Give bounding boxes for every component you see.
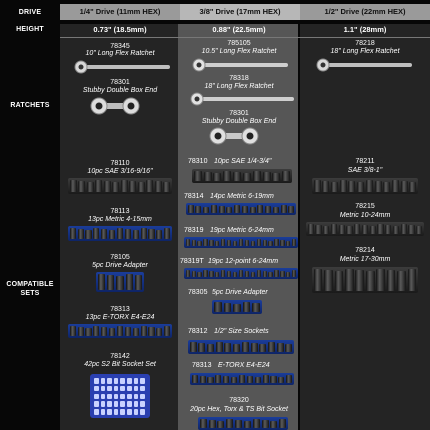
socket-icon [288, 206, 294, 213]
set-name: 5pc Drive Adapter [92, 262, 148, 269]
socket-icon [214, 302, 222, 312]
socket-icon [223, 171, 231, 181]
socket-icon [385, 225, 391, 234]
socket-icon [243, 302, 251, 312]
socket-icon [315, 225, 321, 234]
socket-icon [95, 180, 102, 192]
set-name: 10pc SAE 1/4-3/4" [214, 158, 272, 165]
socket-icon [125, 327, 131, 336]
socket-icon [272, 173, 280, 181]
height-value-three-eighths: 0.88" (22.5mm) [212, 25, 266, 34]
socket-icon [146, 180, 153, 192]
socket-icon [227, 240, 231, 246]
socket-icon [416, 226, 422, 234]
set-name: E-TORX E4-E24 [218, 362, 270, 369]
socket-rail [184, 268, 298, 279]
socket-icon [308, 224, 314, 234]
socket-icon [277, 343, 284, 352]
bit-socket-icon [134, 401, 139, 407]
set-name: 13pc Metric 4-15mm [88, 216, 152, 223]
socket-icon [322, 181, 329, 192]
long-flex-ratchet-icon [188, 92, 296, 106]
bit-socket-icon [101, 409, 106, 415]
set-number: 78110 [110, 160, 130, 167]
socket-icon [280, 271, 284, 277]
socket-icon [186, 239, 190, 246]
bit-socket-icon [127, 386, 132, 392]
socket-icon [286, 375, 292, 383]
bit-socket-icon [120, 394, 125, 400]
socket-icon [259, 344, 266, 352]
socket-icon [192, 375, 198, 383]
socket-icon [265, 206, 271, 213]
set-name: 42pc S2 Bit Socket Set [84, 361, 156, 368]
set-number: 78319T [180, 258, 204, 265]
socket-icon [133, 328, 139, 336]
socket-icon [235, 420, 242, 428]
socket-rail [190, 373, 294, 385]
socket-rail [188, 340, 294, 354]
socket-icon [408, 225, 414, 234]
ratchet-number: 785105 [227, 40, 251, 47]
socket-icon [224, 303, 232, 312]
set-name: 1/2" Size Sockets [214, 328, 269, 335]
socket-icon [251, 272, 255, 277]
set-number: 78310 [188, 158, 208, 165]
ratchet-number: 78301 [229, 110, 249, 117]
socket-icon [197, 241, 201, 246]
set-number: 78305 [188, 289, 208, 296]
bit-socket-icon [94, 386, 99, 392]
bit-socket-icon [140, 378, 145, 384]
socket-icon [85, 328, 91, 336]
set-number: 78215 [355, 203, 375, 210]
socket-icon [242, 342, 249, 352]
socket-icon [263, 375, 269, 383]
socket-icon [107, 275, 114, 290]
socket-icon [355, 270, 364, 291]
socket-icon [98, 274, 105, 290]
socket-icon [226, 419, 233, 428]
socket-icon [376, 269, 385, 291]
socket-icon [213, 173, 221, 181]
socket-icon [387, 270, 396, 291]
socket-rail [68, 226, 172, 241]
socket-icon [377, 224, 383, 234]
socket-icon [117, 228, 123, 239]
socket-icon [190, 342, 197, 352]
ratchet-number: 78318 [229, 75, 249, 82]
socket-icon [270, 376, 276, 383]
socket-icon [250, 207, 256, 213]
set-name: 20pc Hex, Torx & TS Bit Socket [190, 406, 288, 413]
socket-rail [68, 178, 172, 194]
socket-icon [135, 275, 142, 290]
socket-icon [274, 270, 278, 277]
socket-icon [253, 419, 260, 428]
height-value-half: 1.1" (28mm) [343, 25, 387, 34]
socket-icon [70, 180, 77, 192]
socket-icon [292, 239, 296, 246]
long-flex-ratchet-icon [314, 58, 414, 72]
bit-socket-icon [114, 378, 119, 384]
socket-icon [366, 180, 373, 192]
socket-rail [184, 237, 298, 248]
socket-icon [348, 181, 355, 192]
socket-icon [221, 270, 225, 277]
socket-icon [129, 181, 136, 192]
bit-socket-icon [120, 386, 125, 392]
socket-icon [215, 272, 219, 277]
socket-icon [231, 377, 237, 383]
bit-socket-icon [101, 394, 106, 400]
set-number: 78313 [110, 306, 130, 313]
socket-icon [392, 180, 399, 192]
socket-icon [268, 272, 272, 277]
socket-icon [345, 269, 354, 291]
socket-icon [200, 419, 207, 428]
socket-rail [306, 222, 424, 236]
socket-icon [331, 224, 337, 234]
socket-icon [186, 270, 190, 277]
socket-icon [263, 240, 267, 246]
socket-icon [148, 327, 154, 336]
ratchet-name: 18" Long Flex Ratchet [204, 83, 274, 90]
stubby-double-box-end-icon [209, 127, 259, 145]
socket-icon [78, 181, 85, 192]
socket-icon [126, 274, 133, 290]
socket-rail [312, 178, 418, 194]
socket-icon [242, 206, 248, 213]
socket-icon [273, 207, 279, 213]
socket-icon [188, 205, 194, 213]
bit-socket-icon [107, 378, 112, 384]
compatible-sets-row-label: COMPATIBLE SETS [6, 281, 54, 297]
socket-icon [70, 228, 76, 239]
socket-icon [409, 182, 416, 192]
socket-icon [286, 241, 290, 246]
socket-icon [216, 342, 223, 352]
socket-icon [93, 326, 99, 336]
ratchets-row-label: RATCHETS [10, 102, 50, 109]
socket-icon [156, 230, 162, 239]
bit-socket-icon [101, 378, 106, 384]
bit-socket-icon [140, 409, 145, 415]
socket-icon [209, 420, 216, 428]
socket-icon [203, 239, 207, 246]
socket-icon [239, 239, 243, 246]
socket-icon [192, 240, 196, 246]
socket-icon [245, 271, 249, 277]
socket-icon [252, 303, 260, 312]
socket-icon [408, 269, 417, 291]
socket-rail [96, 272, 144, 292]
socket-icon [194, 171, 202, 181]
set-name: SAE 3/8-1" [347, 167, 383, 174]
socket-icon [215, 375, 221, 383]
socket-icon [78, 229, 84, 239]
bit-socket-icon [114, 409, 119, 415]
set-number: 78314 [184, 193, 204, 200]
socket-icon [370, 226, 376, 234]
bit-socket-icon [107, 386, 112, 392]
socket-icon [331, 182, 338, 192]
long-flex-ratchet-icon [190, 58, 290, 72]
socket-icon [211, 205, 217, 213]
socket-rail [312, 267, 418, 293]
set-name: Metric 10-24mm [339, 212, 391, 219]
bit-socket-icon [140, 386, 145, 392]
set-number: 78319 [184, 227, 204, 234]
bit-socket-icon [127, 409, 132, 415]
socket-icon [401, 181, 408, 192]
socket-icon [198, 343, 205, 352]
socket-icon [243, 173, 251, 181]
socket-icon [282, 171, 290, 181]
bit-socket-icon [134, 378, 139, 384]
socket-icon [401, 224, 407, 234]
socket-icon [257, 270, 261, 277]
long-flex-ratchet-icon [72, 60, 172, 74]
bit-socket-icon [140, 394, 145, 400]
set-number: 78312 [188, 328, 208, 335]
socket-icon [219, 206, 225, 213]
socket-icon [85, 230, 91, 239]
set-name: 19pc Metric 6-24mm [210, 227, 274, 234]
bit-socket-icon [114, 401, 119, 407]
bit-socket-icon [120, 378, 125, 384]
socket-icon [393, 226, 399, 234]
drive-header-three-eighths: 3/8" Drive (17mm HEX) [180, 4, 300, 20]
socket-icon [255, 377, 261, 383]
socket-icon [340, 180, 347, 192]
socket-icon [226, 207, 232, 213]
socket-icon [195, 206, 201, 213]
socket-icon [268, 241, 272, 246]
set-number: 78320 [229, 397, 249, 404]
bit-socket-icon [94, 394, 99, 400]
drive-header-half: 1/2" Drive (22mm HEX) [300, 4, 430, 20]
socket-icon [233, 344, 240, 352]
set-name: 19pc 12-point 6-24mm [208, 258, 279, 265]
bit-socket-icon [140, 401, 145, 407]
socket-icon [104, 181, 111, 192]
socket-icon [217, 421, 224, 428]
set-number: 78211 [355, 158, 375, 165]
socket-icon [141, 326, 147, 336]
socket-icon [116, 276, 123, 290]
socket-icon [314, 180, 321, 192]
ratchet-name: 10" Long Flex Ratchet [85, 50, 155, 57]
socket-icon [280, 240, 284, 246]
bit-socket-icon [107, 401, 112, 407]
set-number: 78313 [192, 362, 212, 369]
socket-icon [148, 229, 154, 239]
socket-icon [285, 344, 292, 352]
socket-icon [323, 226, 329, 234]
socket-icon [223, 376, 229, 383]
socket-icon [233, 272, 237, 277]
socket-icon [324, 270, 333, 291]
height-value-quarter: 0.73" (18.5mm) [93, 25, 147, 34]
socket-icon [101, 229, 107, 239]
ratchet-name: 18" Long Flex Ratchet [330, 48, 400, 55]
socket-icon [141, 228, 147, 239]
bit-socket-icon [114, 386, 119, 392]
socket-icon [163, 182, 170, 192]
ratchet-number: 78218 [355, 40, 375, 47]
socket-icon [112, 182, 119, 192]
socket-icon [251, 241, 255, 246]
socket-icon [346, 226, 352, 234]
ratchet-name: Stubby Double Box End [82, 87, 158, 94]
header-divider [60, 37, 430, 38]
bit-socket-icon [134, 386, 139, 392]
socket-icon [362, 225, 368, 234]
bit-socket-icon [94, 409, 99, 415]
socket-icon [279, 419, 286, 428]
socket-icon [233, 172, 241, 181]
socket-icon [281, 205, 287, 213]
socket-rail [192, 169, 292, 183]
socket-icon [263, 271, 267, 277]
bit-socket-icon [94, 378, 99, 384]
socket-icon [262, 420, 269, 428]
socket-icon [209, 240, 213, 246]
socket-icon [270, 421, 277, 428]
socket-icon [121, 180, 128, 192]
bit-socket-icon [120, 401, 125, 407]
socket-icon [233, 304, 241, 312]
socket-rail [68, 324, 172, 338]
socket-icon [221, 239, 225, 246]
socket-icon [375, 181, 382, 192]
set-name: 13pc E-TORX E4-E24 [85, 314, 155, 321]
socket-icon [156, 328, 162, 336]
bit-socket-icon [127, 394, 132, 400]
socket-icon [70, 326, 76, 336]
socket-icon [268, 342, 275, 352]
socket-icon [101, 327, 107, 336]
bit-socket-icon [101, 401, 106, 407]
socket-icon [207, 377, 213, 383]
bit-socket-icon [134, 394, 139, 400]
socket-icon [209, 271, 213, 277]
socket-icon [357, 182, 364, 192]
socket-icon [245, 240, 249, 246]
socket-icon [239, 375, 245, 383]
socket-icon [155, 181, 162, 192]
socket-icon [354, 224, 360, 234]
socket-icon [335, 271, 344, 291]
socket-icon [192, 271, 196, 277]
socket-icon [215, 241, 219, 246]
socket-icon [274, 239, 278, 246]
socket-icon [109, 328, 115, 336]
socket-icon [200, 376, 206, 383]
socket-icon [207, 344, 214, 352]
set-name: 5pc Drive Adapter [212, 289, 268, 296]
bit-socket-icon [134, 409, 139, 415]
socket-icon [278, 377, 284, 383]
bit-socket-icon [114, 394, 119, 400]
socket-icon [251, 343, 258, 352]
drive-row-label: DRIVE [18, 9, 42, 16]
socket-icon [224, 343, 231, 352]
bit-socket-organizer [90, 374, 150, 418]
socket-icon [339, 225, 345, 234]
socket-icon [383, 182, 390, 192]
socket-icon [204, 172, 212, 181]
bit-socket-icon [107, 394, 112, 400]
set-number: 78105 [110, 254, 130, 261]
set-name: 14pc Metric 6-19mm [210, 193, 274, 200]
set-name: 10pc SAE 3/16-9/16" [87, 168, 153, 175]
socket-icon [203, 207, 209, 213]
socket-icon [227, 271, 231, 277]
ratchet-name: 10.5" Long Flex Ratchet [201, 48, 277, 55]
bit-socket-icon [107, 409, 112, 415]
socket-rail [198, 417, 288, 430]
set-number: 78214 [355, 247, 375, 254]
socket-icon [78, 327, 84, 336]
socket-icon [164, 228, 170, 239]
socket-icon [244, 421, 251, 428]
bit-socket-icon [120, 409, 125, 415]
socket-icon [257, 239, 261, 246]
socket-icon [133, 230, 139, 239]
socket-icon [257, 205, 263, 213]
socket-icon [203, 270, 207, 277]
socket-icon [93, 228, 99, 239]
drive-header-quarter: 1/4" Drive (11mm HEX) [60, 4, 180, 20]
bit-socket-icon [101, 386, 106, 392]
ratchet-number: 78301 [110, 79, 130, 86]
socket-icon [109, 230, 115, 239]
socket-icon [234, 205, 240, 213]
socket-icon [366, 271, 375, 291]
socket-icon [397, 271, 406, 291]
socket-icon [125, 229, 131, 239]
stubby-double-box-end-icon [90, 96, 140, 116]
socket-rail [186, 203, 296, 215]
socket-icon [263, 172, 271, 181]
socket-icon [239, 270, 243, 277]
socket-icon [117, 326, 123, 336]
socket-icon [138, 182, 145, 192]
height-row-label: HEIGHT [16, 26, 44, 33]
socket-icon [164, 326, 170, 336]
socket-icon [197, 272, 201, 277]
ratchet-name: Stubby Double Box End [201, 118, 277, 125]
ratchet-number: 78345 [110, 43, 130, 50]
socket-icon [253, 171, 261, 181]
set-name: Metric 17-30mm [339, 256, 391, 263]
socket-icon [314, 269, 323, 291]
bit-socket-icon [127, 378, 132, 384]
set-number: 78113 [110, 208, 130, 215]
socket-icon [233, 241, 237, 246]
socket-rail [212, 300, 262, 314]
socket-icon [292, 270, 296, 277]
socket-icon [87, 182, 94, 192]
bit-socket-icon [94, 401, 99, 407]
set-number: 78142 [110, 353, 130, 360]
socket-icon [247, 376, 253, 383]
bit-socket-icon [127, 401, 132, 407]
socket-icon [286, 272, 290, 277]
